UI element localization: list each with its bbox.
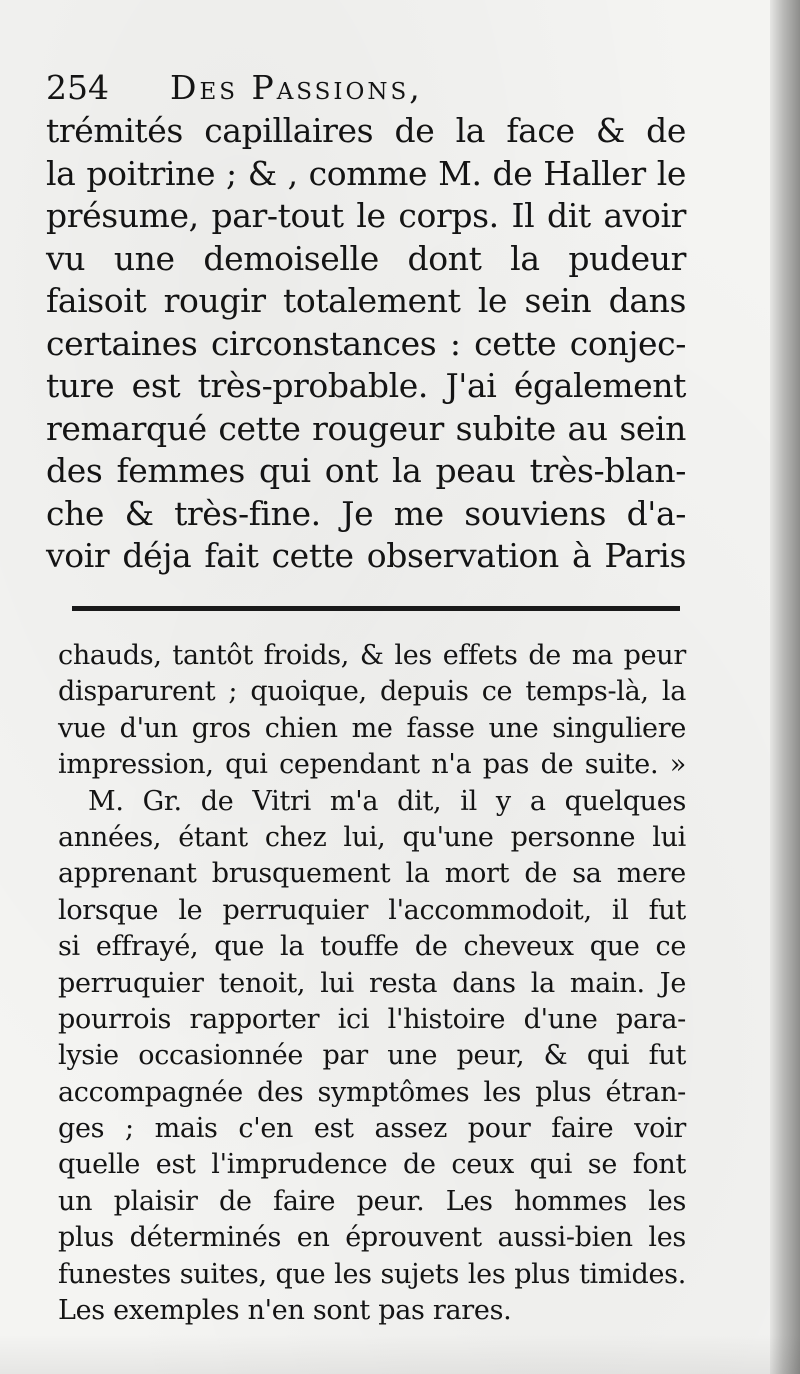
- footnote-line: plus déterminés en éprouvent aussi-bien les: [58, 1222, 686, 1254]
- text-line: trémités capillaires de la face & de: [46, 111, 686, 150]
- footnote-line: un plaisir de faire peur. Les hommes les: [58, 1185, 686, 1217]
- footnote-line: Les exemples n'en sont pas rares.: [58, 1295, 512, 1327]
- footnote-line: impression, qui cependant n'a pas de suite. »: [58, 749, 686, 781]
- page-header: [46, 66, 686, 110]
- text-line: des femmes qui ont la peau très-blan-: [46, 451, 686, 490]
- footnote-line: M. Gr. de Vitri m'a dit, il y a quelques: [88, 785, 686, 817]
- footnote-line: années, étant chez lui, qu'une personne lui: [58, 821, 686, 853]
- text-line: che & très-fine. Je me souviens d'a-: [46, 493, 686, 533]
- footnote-line: quelle est l'imprudence de ceux qui se font: [58, 1149, 686, 1181]
- text-line: la poitrine ; & , comme M. de Haller le: [46, 153, 686, 193]
- page-number: 254: [46, 68, 109, 107]
- text-line: certaines circonstances : cette conjec-: [46, 323, 686, 363]
- text-line: ture est très-probable. J'ai également: [46, 366, 686, 405]
- text-line: faisoit rougir totalement le sein dans: [46, 281, 686, 320]
- footnote-text-block: [58, 638, 686, 1329]
- footnote-line: vue d'un gros chien me fasse une singuliere: [58, 712, 686, 744]
- running-head: Des Passions,: [170, 68, 423, 107]
- footnote-line: funestes suites, que les sujets les plus timides.: [58, 1258, 686, 1290]
- footnote-line: lorsque le perruquier l'accommodoit, il fut: [58, 894, 686, 926]
- footnote-line: disparurent ; quoique, depuis ce temps-là, la: [58, 676, 686, 708]
- section-divider-rule: [72, 606, 680, 611]
- text-line: remarqué cette rougeur subite au sein: [46, 408, 686, 448]
- footnote-line: accompagnée des symptômes les plus étran-: [58, 1076, 686, 1108]
- main-text-block: [46, 110, 686, 578]
- page-bottom-shade: [0, 1334, 800, 1374]
- footnote-line: pourrois rapporter ici l'histoire d'une para-: [58, 1003, 686, 1035]
- text-line: voir déja fait cette observation à Paris: [46, 536, 686, 575]
- page-binding-shadow: [770, 0, 800, 1374]
- text-line: présume, par-tout le corps. Il dit avoir: [46, 196, 686, 235]
- footnote-line: apprenant brusquement la mort de sa mere: [58, 858, 686, 890]
- footnote-line: chauds, tantôt froids, & les effets de ma peur: [58, 640, 686, 671]
- footnote-line: ges ; mais c'en est assez pour faire voir: [58, 1113, 686, 1145]
- footnote-line: perruquier tenoit, lui resta dans la main. Je: [58, 967, 686, 999]
- footnote-line: lysie occasionnée par une peur, & qui fut: [58, 1040, 686, 1072]
- footnote-line: si effrayé, que la touffe de cheveux que ce: [58, 931, 686, 963]
- text-line: vu une demoiselle dont la pudeur: [46, 238, 686, 278]
